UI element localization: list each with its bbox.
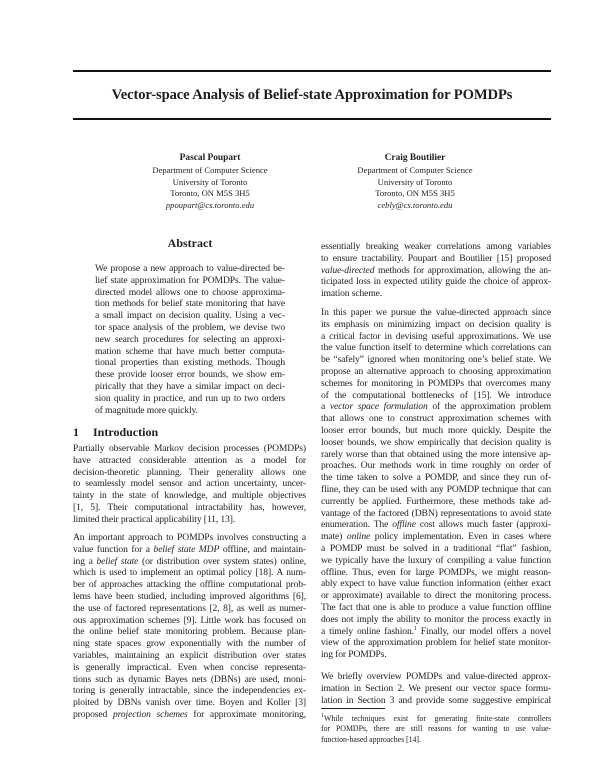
- text-line: looser error bounds, but much more quickly. Despite the: [321, 424, 551, 436]
- text-line: limited their practical applicability [11, 13].: [73, 513, 236, 525]
- text-run: value function for a: [73, 543, 154, 555]
- text-line: We propose a new approach to value-directed be-: [95, 263, 285, 274]
- text-line: a small impact on decision quality. Using a vec-: [95, 310, 285, 322]
- text-line: ticipated loss in expected utility guide the choice of approx-: [321, 276, 551, 288]
- text-line: [321, 265, 551, 277]
- text-line: currently be applied. Furthermore, these methods take ad-: [321, 495, 551, 507]
- text-line: imation scheme.: [321, 288, 383, 300]
- text-line: schemes for monitoring in POMDPs that overcomes many: [321, 377, 551, 389]
- text-line: ning state spaces grow exponentially with the number of: [73, 638, 306, 650]
- footnote-marker: 1: [413, 625, 417, 632]
- text-line: In this paper we pursue the value-directed approach since: [321, 307, 551, 318]
- emphasis-text: projection schemes: [112, 708, 188, 720]
- text-line: lation in Section 3 and provide some suggestive empirical: [321, 694, 551, 706]
- author-name: Craig Boutilier: [384, 153, 446, 163]
- text-line: fline, they can be used with any POMDP technique that can: [321, 483, 551, 495]
- text-line: the use of factored representations [2, 8], as well as numer-: [73, 602, 306, 614]
- text-line: that allows one to construct approximation schemes with: [321, 413, 551, 425]
- text-line: new search procedures for selecting an approxi-: [95, 333, 285, 345]
- text-line: proaches. Our methods work in time roughly on order of: [321, 460, 551, 472]
- author-univ: University of Toronto: [377, 176, 453, 187]
- author-dept: Department of Computer Science: [357, 164, 473, 175]
- text-line: tion methods for belief state monitoring that have: [95, 298, 285, 310]
- text-line: have attracted considerable attention as a model for: [73, 454, 306, 466]
- text-line: vantage of the factored (DBN) representations to avoid state: [321, 507, 551, 519]
- text-line: these provide looser error bounds, we show em-: [95, 369, 285, 381]
- text-line: imation in Section 2. We present our vector space formu-: [321, 682, 551, 694]
- paragraph: [73, 532, 306, 721]
- text-run: policy implementation. Even in cases where: [370, 531, 551, 543]
- author-email: cebly@cs.toronto.edu: [377, 200, 453, 211]
- text-line: which is used to implement an optimal policy [18]. A num-: [73, 567, 306, 579]
- emphasis-text: belief state: [96, 555, 139, 567]
- author-univ: University of Toronto: [172, 176, 248, 187]
- text-line: [321, 714, 551, 724]
- footnote-rule: [321, 708, 385, 709]
- text-line: a POMDP must be solved in a traditional “flat” fashion,: [321, 542, 551, 554]
- text-line: sion quality in practice, and run up to two orders: [95, 392, 285, 404]
- text-line: the value function itself to determine which correlations can: [321, 342, 551, 354]
- emphasis-text: value-directed: [321, 264, 375, 276]
- author-dept: Department of Computer Science: [152, 164, 268, 175]
- text-line: propose an alternative approach to choosing approximation: [321, 365, 551, 377]
- text-line: [73, 544, 306, 556]
- text-line: [73, 709, 306, 721]
- text-line: Partially observable Markov decision processes (POMDPs): [73, 443, 306, 454]
- text-line: The fact that one is able to produce a value function offline: [321, 601, 551, 613]
- text-line: directed model allows one to choose approxima-: [95, 286, 285, 298]
- section-number: 1: [73, 425, 79, 439]
- footnote: [321, 714, 551, 745]
- text-line: be “safely” ignored when monitoring one’s belief state. We: [321, 354, 551, 366]
- text-run: of the approximation problem: [427, 401, 552, 413]
- text-line: [1, 5]. Their computational intractability has, however,: [73, 501, 306, 513]
- text-line: of the computational bottlenecks of [15]. We introduce: [321, 389, 551, 401]
- text-line: view of the approximation problem for belief state monitor-: [321, 637, 551, 649]
- text-line: tions such as dynamic Bayes nets (DBNs) are used, moni-: [73, 673, 306, 685]
- footnote-marker: 1: [321, 713, 324, 719]
- author-address: Toronto, ON M5S 3H5: [375, 188, 455, 199]
- text-line: does not imply the ability to monitor the process exactly in: [321, 613, 551, 625]
- text-line: [321, 626, 551, 638]
- abstract-body: [95, 263, 285, 416]
- text-line: offline. Thus, even for large POMDPs, we might reason-: [321, 566, 551, 578]
- text-line: essentially breaking weaker correlations among variables: [321, 241, 551, 252]
- text-run: While techniques exist for generating finite-state controllers: [323, 714, 551, 723]
- text-line: its emphasis on minimizing impact on decision quality is: [321, 318, 551, 330]
- text-line: [321, 401, 551, 413]
- text-run: enumeration. The: [321, 519, 393, 531]
- text-line: tional properties than existing methods. Though: [95, 357, 285, 369]
- text-line: or approximate) available to direct the monitoring process.: [321, 590, 551, 602]
- author-address: Toronto, ON M5S 3H5: [170, 188, 250, 199]
- text-line: ably expect to have value function information (either exact: [321, 578, 551, 590]
- text-line: [321, 531, 551, 543]
- text-line: of magnitude more quickly.: [95, 404, 198, 416]
- text-line: ploited by DBNs vanish over time. Boyen and Koller [3]: [73, 697, 306, 709]
- text-line: lems have been studied, including improved algorithms [6],: [73, 590, 306, 602]
- text-line: function-based approaches [14].: [321, 734, 421, 744]
- text-line: for POMDPs, there are still reasons for wanting to use value-: [321, 724, 551, 734]
- text-line: toring is generally intractable, since the independencies ex-: [73, 685, 306, 697]
- text-run: mate): [321, 531, 347, 543]
- text-run: (or distribution over system states) online,: [138, 555, 306, 567]
- text-line: decision-theoretic planning. Their generality allows one: [73, 466, 306, 478]
- text-line: tor space analysis of the problem, we devise two: [95, 321, 285, 333]
- text-run: offline, and maintain-: [219, 543, 307, 555]
- text-line: ber of approaches attacking the offline computational prob-: [73, 579, 306, 591]
- text-run: methods for approximation, allowing the an-: [374, 264, 551, 276]
- emphasis-text: online: [346, 531, 371, 543]
- text-line: ous approximation schemes [9]. Little work has focused on: [73, 614, 306, 626]
- text-line: variables, maintaining an explicit distribution over states: [73, 649, 306, 661]
- text-line: to seamlessly model sensor and action uncertainty, uncer-: [73, 478, 306, 490]
- author-name: Pascal Poupart: [179, 153, 241, 163]
- section-heading: [73, 425, 158, 439]
- text-line: a critical factor in devising useful approximations. We use: [321, 330, 551, 342]
- title-rule-top: [73, 70, 551, 72]
- text-line: mation scheme that have much better computa-: [95, 345, 285, 357]
- paragraph: [321, 241, 551, 300]
- text-line: looser bounds, we show empirically that decision quality is: [321, 436, 551, 448]
- text-line: we typically have the luxury of compiling a value function: [321, 554, 551, 566]
- author-email: ppoupart@cs.toronto.edu: [165, 200, 255, 211]
- section-title: Introduction: [93, 425, 159, 439]
- text-run: Finally, our model offers a novel: [416, 625, 551, 637]
- text-run: proposed: [73, 708, 113, 720]
- author-block: [315, 153, 515, 212]
- text-line: the time taken to solve a POMDP, and since they run of-: [321, 472, 551, 484]
- text-line: ing for POMDPs.: [321, 649, 387, 661]
- text-run: for approximate monitoring,: [187, 708, 306, 720]
- text-line: the online belief state monitoring problem. Because plan-: [73, 626, 306, 638]
- paper-title: Vector-space Analysis of Belief-state Approximation for POMDPs: [111, 87, 513, 103]
- text-line: We briefly overview POMDPs and value-directed approx-: [321, 671, 551, 682]
- paragraph: [73, 443, 306, 526]
- text-run: a timely online fashion.: [321, 625, 414, 637]
- text-line: is generally impractical. Even when concise representa-: [73, 661, 306, 673]
- paragraph: [321, 671, 551, 706]
- text-run: a: [321, 401, 330, 413]
- title-rule-bottom: [73, 118, 551, 120]
- emphasis-text: belief state MDP: [153, 543, 220, 555]
- text-line: to ensure tractability. Poupart and Boutilier [15] proposed: [321, 252, 551, 264]
- text-line: tainty in the state of knowledge, and multiple objectives: [73, 490, 306, 502]
- text-line: [73, 556, 306, 568]
- text-line: pirically that they have a similar impact on deci-: [95, 380, 285, 392]
- emphasis-text: vector space formulation: [329, 401, 428, 413]
- text-run: cost allows much faster (approxi-: [415, 519, 551, 531]
- text-line: rarely worse than that obtained using the more intensive ap-: [321, 448, 551, 460]
- abstract-heading: Abstract: [167, 236, 213, 250]
- text-run: ing a: [73, 555, 97, 567]
- paragraph: [321, 307, 551, 661]
- text-line: An important approach to POMDPs involves constructing a: [73, 532, 306, 543]
- text-line: [321, 519, 551, 531]
- text-line: lief state approximation for POMDPs. The value-: [95, 274, 285, 286]
- author-block: [110, 153, 310, 212]
- emphasis-text: offline: [392, 519, 416, 531]
